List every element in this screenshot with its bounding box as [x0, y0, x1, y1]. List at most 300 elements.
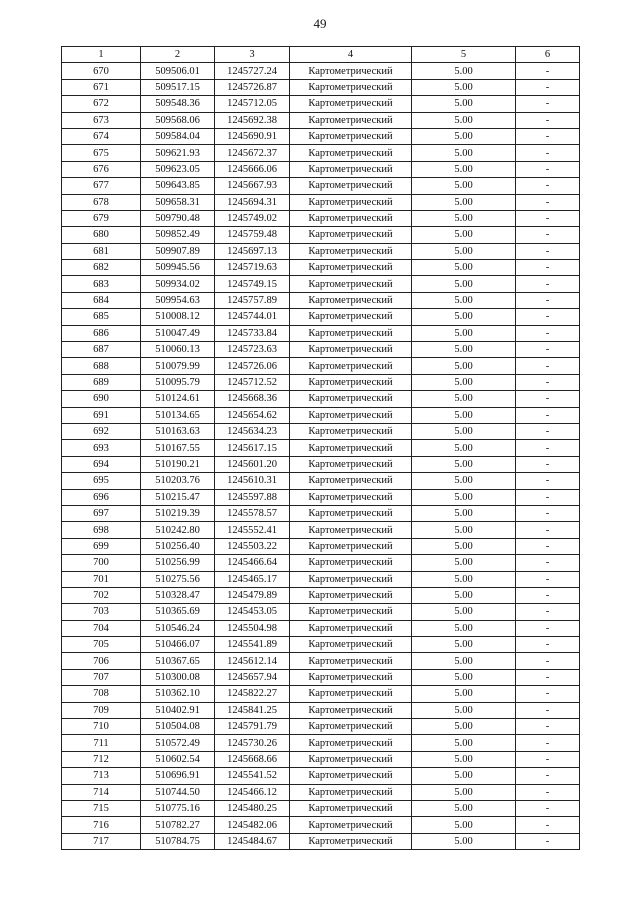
note-cell: -: [516, 735, 580, 751]
accuracy-cell: 5.00: [412, 243, 516, 259]
note-cell: -: [516, 833, 580, 849]
x-coordinate-cell: 510167.55: [141, 440, 215, 456]
note-cell: -: [516, 243, 580, 259]
method-cell: Картометрический: [290, 489, 412, 505]
method-cell: Картометрический: [290, 522, 412, 538]
note-cell: -: [516, 637, 580, 653]
point-number-cell: 717: [62, 833, 141, 849]
point-number-cell: 716: [62, 817, 141, 833]
point-number-cell: 674: [62, 128, 141, 144]
note-cell: -: [516, 768, 580, 784]
note-cell: -: [516, 79, 580, 95]
accuracy-cell: 5.00: [412, 489, 516, 505]
method-cell: Картометрический: [290, 423, 412, 439]
point-number-cell: 685: [62, 309, 141, 325]
y-coordinate-cell: 1245610.31: [215, 473, 290, 489]
method-cell: Картометрический: [290, 260, 412, 276]
point-number-cell: 690: [62, 391, 141, 407]
method-cell: Картометрический: [290, 128, 412, 144]
accuracy-cell: 5.00: [412, 79, 516, 95]
y-coordinate-cell: 1245484.67: [215, 833, 290, 849]
note-cell: -: [516, 751, 580, 767]
accuracy-cell: 5.00: [412, 260, 516, 276]
point-number-cell: 683: [62, 276, 141, 292]
method-cell: Картометрический: [290, 653, 412, 669]
table-row: [62, 227, 580, 243]
x-coordinate-cell: 510275.56: [141, 571, 215, 587]
y-coordinate-cell: 1245466.64: [215, 555, 290, 571]
point-number-cell: 701: [62, 571, 141, 587]
note-cell: -: [516, 489, 580, 505]
y-coordinate-cell: 1245697.13: [215, 243, 290, 259]
y-coordinate-cell: 1245668.66: [215, 751, 290, 767]
method-cell: Картометрический: [290, 833, 412, 849]
table-row: [62, 374, 580, 390]
method-cell: Картометрический: [290, 210, 412, 226]
method-cell: Картометрический: [290, 604, 412, 620]
table-row: [62, 833, 580, 849]
x-coordinate-cell: 509517.15: [141, 79, 215, 95]
point-number-cell: 703: [62, 604, 141, 620]
y-coordinate-cell: 1245730.26: [215, 735, 290, 751]
y-coordinate-cell: 1245578.57: [215, 505, 290, 521]
table-row: [62, 145, 580, 161]
note-cell: -: [516, 784, 580, 800]
table-row: [62, 391, 580, 407]
y-coordinate-cell: 1245503.22: [215, 538, 290, 554]
note-cell: -: [516, 538, 580, 554]
method-cell: Картометрический: [290, 358, 412, 374]
x-coordinate-cell: 509945.56: [141, 260, 215, 276]
accuracy-cell: 5.00: [412, 719, 516, 735]
method-cell: Картометрический: [290, 292, 412, 308]
note-cell: -: [516, 407, 580, 423]
table-row: [62, 178, 580, 194]
y-coordinate-cell: 1245692.38: [215, 112, 290, 128]
note-cell: -: [516, 161, 580, 177]
point-number-cell: 714: [62, 784, 141, 800]
table-row: [62, 735, 580, 751]
column-header: 4: [290, 47, 412, 63]
note-cell: -: [516, 227, 580, 243]
method-cell: Картометрический: [290, 768, 412, 784]
y-coordinate-cell: 1245667.93: [215, 178, 290, 194]
x-coordinate-cell: 509907.89: [141, 243, 215, 259]
method-cell: Картометрический: [290, 555, 412, 571]
accuracy-cell: 5.00: [412, 817, 516, 833]
accuracy-cell: 5.00: [412, 145, 516, 161]
accuracy-cell: 5.00: [412, 63, 516, 79]
method-cell: Картометрический: [290, 63, 412, 79]
accuracy-cell: 5.00: [412, 276, 516, 292]
table-row: [62, 505, 580, 521]
method-cell: Картометрический: [290, 620, 412, 636]
method-cell: Картометрический: [290, 407, 412, 423]
accuracy-cell: 5.00: [412, 423, 516, 439]
y-coordinate-cell: 1245757.89: [215, 292, 290, 308]
point-number-cell: 704: [62, 620, 141, 636]
point-number-cell: 680: [62, 227, 141, 243]
note-cell: -: [516, 702, 580, 718]
accuracy-cell: 5.00: [412, 522, 516, 538]
note-cell: -: [516, 505, 580, 521]
point-number-cell: 710: [62, 719, 141, 735]
method-cell: Картометрический: [290, 325, 412, 341]
table-row: [62, 555, 580, 571]
point-number-cell: 711: [62, 735, 141, 751]
point-number-cell: 670: [62, 63, 141, 79]
note-cell: -: [516, 63, 580, 79]
note-cell: -: [516, 96, 580, 112]
table-body: [62, 63, 580, 850]
x-coordinate-cell: 510256.40: [141, 538, 215, 554]
accuracy-cell: 5.00: [412, 505, 516, 521]
accuracy-cell: 5.00: [412, 210, 516, 226]
x-coordinate-cell: 510300.08: [141, 669, 215, 685]
note-cell: -: [516, 587, 580, 603]
note-cell: -: [516, 374, 580, 390]
note-cell: -: [516, 456, 580, 472]
x-coordinate-cell: 510256.99: [141, 555, 215, 571]
method-cell: Картометрический: [290, 473, 412, 489]
note-cell: -: [516, 342, 580, 358]
method-cell: Картометрический: [290, 440, 412, 456]
x-coordinate-cell: 510784.75: [141, 833, 215, 849]
method-cell: Картометрический: [290, 719, 412, 735]
table-row: [62, 587, 580, 603]
point-number-cell: 696: [62, 489, 141, 505]
x-coordinate-cell: 510696.91: [141, 768, 215, 784]
y-coordinate-cell: 1245726.87: [215, 79, 290, 95]
method-cell: Картометрический: [290, 669, 412, 685]
table-row: [62, 112, 580, 128]
point-number-cell: 671: [62, 79, 141, 95]
note-cell: -: [516, 669, 580, 685]
accuracy-cell: 5.00: [412, 374, 516, 390]
coordinates-table: [61, 46, 580, 850]
y-coordinate-cell: 1245749.02: [215, 210, 290, 226]
method-cell: Картометрический: [290, 686, 412, 702]
accuracy-cell: 5.00: [412, 702, 516, 718]
y-coordinate-cell: 1245465.17: [215, 571, 290, 587]
accuracy-cell: 5.00: [412, 751, 516, 767]
x-coordinate-cell: 509623.05: [141, 161, 215, 177]
note-cell: -: [516, 653, 580, 669]
x-coordinate-cell: 510163.63: [141, 423, 215, 439]
table-row: [62, 407, 580, 423]
method-cell: Картометрический: [290, 112, 412, 128]
x-coordinate-cell: 510047.49: [141, 325, 215, 341]
x-coordinate-cell: 510775.16: [141, 800, 215, 816]
point-number-cell: 673: [62, 112, 141, 128]
table-row: [62, 817, 580, 833]
point-number-cell: 698: [62, 522, 141, 538]
table-row: [62, 456, 580, 472]
x-coordinate-cell: 510215.47: [141, 489, 215, 505]
point-number-cell: 689: [62, 374, 141, 390]
y-coordinate-cell: 1245480.25: [215, 800, 290, 816]
x-coordinate-cell: 510402.91: [141, 702, 215, 718]
table-row: [62, 489, 580, 505]
x-coordinate-cell: 510134.65: [141, 407, 215, 423]
table-row: [62, 309, 580, 325]
accuracy-cell: 5.00: [412, 325, 516, 341]
note-cell: -: [516, 473, 580, 489]
y-coordinate-cell: 1245504.98: [215, 620, 290, 636]
method-cell: Картометрический: [290, 391, 412, 407]
point-number-cell: 695: [62, 473, 141, 489]
table-row: [62, 604, 580, 620]
accuracy-cell: 5.00: [412, 686, 516, 702]
x-coordinate-cell: 510079.99: [141, 358, 215, 374]
accuracy-cell: 5.00: [412, 128, 516, 144]
accuracy-cell: 5.00: [412, 96, 516, 112]
accuracy-cell: 5.00: [412, 735, 516, 751]
note-cell: -: [516, 309, 580, 325]
x-coordinate-cell: 510190.21: [141, 456, 215, 472]
point-number-cell: 708: [62, 686, 141, 702]
x-coordinate-cell: 509790.48: [141, 210, 215, 226]
note-cell: -: [516, 210, 580, 226]
accuracy-cell: 5.00: [412, 112, 516, 128]
table-row: [62, 96, 580, 112]
y-coordinate-cell: 1245601.20: [215, 456, 290, 472]
point-number-cell: 688: [62, 358, 141, 374]
point-number-cell: 706: [62, 653, 141, 669]
accuracy-cell: 5.00: [412, 571, 516, 587]
x-coordinate-cell: 510572.49: [141, 735, 215, 751]
table-header-row: [62, 47, 580, 63]
method-cell: Картометрический: [290, 702, 412, 718]
table-row: [62, 292, 580, 308]
accuracy-cell: 5.00: [412, 653, 516, 669]
accuracy-cell: 5.00: [412, 440, 516, 456]
table-row: [62, 669, 580, 685]
method-cell: Картометрический: [290, 145, 412, 161]
table-row: [62, 260, 580, 276]
y-coordinate-cell: 1245822.27: [215, 686, 290, 702]
point-number-cell: 693: [62, 440, 141, 456]
method-cell: Картометрический: [290, 784, 412, 800]
point-number-cell: 672: [62, 96, 141, 112]
point-number-cell: 691: [62, 407, 141, 423]
y-coordinate-cell: 1245791.79: [215, 719, 290, 735]
x-coordinate-cell: 509852.49: [141, 227, 215, 243]
point-number-cell: 715: [62, 800, 141, 816]
table-row: [62, 194, 580, 210]
method-cell: Картометрический: [290, 505, 412, 521]
table-row: [62, 768, 580, 784]
note-cell: -: [516, 604, 580, 620]
y-coordinate-cell: 1245712.52: [215, 374, 290, 390]
column-header: 5: [412, 47, 516, 63]
point-number-cell: 677: [62, 178, 141, 194]
table-row: [62, 620, 580, 636]
method-cell: Картометрический: [290, 79, 412, 95]
column-header: 3: [215, 47, 290, 63]
accuracy-cell: 5.00: [412, 391, 516, 407]
note-cell: -: [516, 817, 580, 833]
accuracy-cell: 5.00: [412, 342, 516, 358]
x-coordinate-cell: 509954.63: [141, 292, 215, 308]
note-cell: -: [516, 292, 580, 308]
accuracy-cell: 5.00: [412, 309, 516, 325]
y-coordinate-cell: 1245744.01: [215, 309, 290, 325]
accuracy-cell: 5.00: [412, 358, 516, 374]
point-number-cell: 678: [62, 194, 141, 210]
y-coordinate-cell: 1245749.15: [215, 276, 290, 292]
table-row: [62, 637, 580, 653]
table-row: [62, 719, 580, 735]
method-cell: Картометрический: [290, 817, 412, 833]
note-cell: -: [516, 128, 580, 144]
y-coordinate-cell: 1245654.62: [215, 407, 290, 423]
method-cell: Картометрический: [290, 227, 412, 243]
accuracy-cell: 5.00: [412, 161, 516, 177]
table-row: [62, 423, 580, 439]
method-cell: Картометрический: [290, 571, 412, 587]
y-coordinate-cell: 1245617.15: [215, 440, 290, 456]
y-coordinate-cell: 1245672.37: [215, 145, 290, 161]
table-row: [62, 358, 580, 374]
x-coordinate-cell: 510365.69: [141, 604, 215, 620]
table-row: [62, 538, 580, 554]
x-coordinate-cell: 509548.36: [141, 96, 215, 112]
x-coordinate-cell: 510367.65: [141, 653, 215, 669]
point-number-cell: 682: [62, 260, 141, 276]
point-number-cell: 675: [62, 145, 141, 161]
point-number-cell: 705: [62, 637, 141, 653]
method-cell: Картометрический: [290, 96, 412, 112]
note-cell: -: [516, 571, 580, 587]
note-cell: -: [516, 686, 580, 702]
accuracy-cell: 5.00: [412, 604, 516, 620]
x-coordinate-cell: 509506.01: [141, 63, 215, 79]
table-row: [62, 128, 580, 144]
point-number-cell: 712: [62, 751, 141, 767]
y-coordinate-cell: 1245479.89: [215, 587, 290, 603]
point-number-cell: 676: [62, 161, 141, 177]
method-cell: Картометрический: [290, 309, 412, 325]
note-cell: -: [516, 325, 580, 341]
point-number-cell: 686: [62, 325, 141, 341]
method-cell: Картометрический: [290, 374, 412, 390]
x-coordinate-cell: 510095.79: [141, 374, 215, 390]
y-coordinate-cell: 1245694.31: [215, 194, 290, 210]
method-cell: Картометрический: [290, 456, 412, 472]
y-coordinate-cell: 1245690.91: [215, 128, 290, 144]
accuracy-cell: 5.00: [412, 555, 516, 571]
table-row: [62, 800, 580, 816]
method-cell: Картометрический: [290, 751, 412, 767]
method-cell: Картометрический: [290, 178, 412, 194]
x-coordinate-cell: 510219.39: [141, 505, 215, 521]
note-cell: -: [516, 194, 580, 210]
note-cell: -: [516, 112, 580, 128]
x-coordinate-cell: 510602.54: [141, 751, 215, 767]
x-coordinate-cell: 509621.93: [141, 145, 215, 161]
table-row: [62, 702, 580, 718]
y-coordinate-cell: 1245466.12: [215, 784, 290, 800]
note-cell: -: [516, 620, 580, 636]
point-number-cell: 681: [62, 243, 141, 259]
accuracy-cell: 5.00: [412, 669, 516, 685]
accuracy-cell: 5.00: [412, 473, 516, 489]
table-row: [62, 653, 580, 669]
x-coordinate-cell: 510328.47: [141, 587, 215, 603]
accuracy-cell: 5.00: [412, 637, 516, 653]
note-cell: -: [516, 522, 580, 538]
point-number-cell: 684: [62, 292, 141, 308]
y-coordinate-cell: 1245727.24: [215, 63, 290, 79]
method-cell: Картометрический: [290, 276, 412, 292]
note-cell: -: [516, 800, 580, 816]
accuracy-cell: 5.00: [412, 407, 516, 423]
accuracy-cell: 5.00: [412, 620, 516, 636]
method-cell: Картометрический: [290, 587, 412, 603]
point-number-cell: 694: [62, 456, 141, 472]
y-coordinate-cell: 1245541.89: [215, 637, 290, 653]
method-cell: Картометрический: [290, 243, 412, 259]
point-number-cell: 679: [62, 210, 141, 226]
y-coordinate-cell: 1245612.14: [215, 653, 290, 669]
y-coordinate-cell: 1245666.06: [215, 161, 290, 177]
y-coordinate-cell: 1245759.48: [215, 227, 290, 243]
table-row: [62, 342, 580, 358]
note-cell: -: [516, 178, 580, 194]
y-coordinate-cell: 1245453.05: [215, 604, 290, 620]
y-coordinate-cell: 1245552.41: [215, 522, 290, 538]
y-coordinate-cell: 1245668.36: [215, 391, 290, 407]
point-number-cell: 697: [62, 505, 141, 521]
point-number-cell: 702: [62, 587, 141, 603]
x-coordinate-cell: 510504.08: [141, 719, 215, 735]
y-coordinate-cell: 1245712.05: [215, 96, 290, 112]
table-row: [62, 276, 580, 292]
page-number: 49: [313, 16, 327, 31]
y-coordinate-cell: 1245723.63: [215, 342, 290, 358]
x-coordinate-cell: 510008.12: [141, 309, 215, 325]
table-row: [62, 522, 580, 538]
note-cell: -: [516, 358, 580, 374]
method-cell: Картометрический: [290, 161, 412, 177]
accuracy-cell: 5.00: [412, 587, 516, 603]
table-row: [62, 440, 580, 456]
column-header: 6: [516, 47, 580, 63]
note-cell: -: [516, 391, 580, 407]
table-row: [62, 686, 580, 702]
accuracy-cell: 5.00: [412, 292, 516, 308]
point-number-cell: 700: [62, 555, 141, 571]
y-coordinate-cell: 1245597.88: [215, 489, 290, 505]
point-number-cell: 707: [62, 669, 141, 685]
x-coordinate-cell: 510744.50: [141, 784, 215, 800]
point-number-cell: 687: [62, 342, 141, 358]
y-coordinate-cell: 1245719.63: [215, 260, 290, 276]
table-row: [62, 243, 580, 259]
x-coordinate-cell: 510124.61: [141, 391, 215, 407]
method-cell: Картометрический: [290, 538, 412, 554]
accuracy-cell: 5.00: [412, 227, 516, 243]
note-cell: -: [516, 440, 580, 456]
column-header: 1: [62, 47, 141, 63]
x-coordinate-cell: 509934.02: [141, 276, 215, 292]
x-coordinate-cell: 509643.85: [141, 178, 215, 194]
method-cell: Картометрический: [290, 637, 412, 653]
table-row: [62, 784, 580, 800]
x-coordinate-cell: 509658.31: [141, 194, 215, 210]
accuracy-cell: 5.00: [412, 194, 516, 210]
